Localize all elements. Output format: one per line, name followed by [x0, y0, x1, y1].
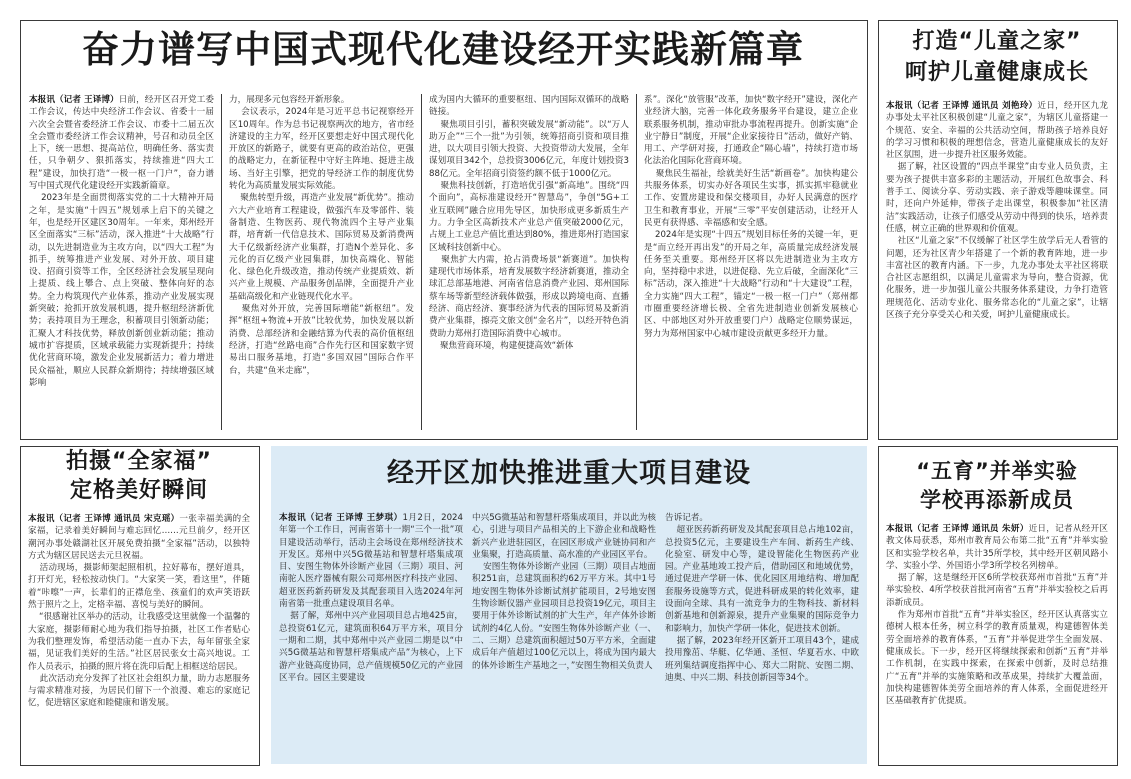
main-article-column-1 — [29, 94, 214, 430]
children-article-title-line-2: 呵护儿童健康成长 — [904, 60, 1089, 85]
school-article-title-line-2: 学校再添新成员 — [920, 488, 1074, 512]
projects-article-column-2: 中兴5G微基站和智慧杆塔集成项目，并以此为核心，引进与项目产品相关的上下游企业和战略性新兴产业进驻园区，在园区形成产业链协同和产业集聚，打造高质量、高水准的产业园区平台。 安图生物体外诊断产业园（三期）项目占地面积251亩，总建筑面积约62万平方米。其中1号地安图生物体外诊断试剂扩能项目，2号地安图生物诊断仪器产业园项目总投资19亿元，项目主要用于体外诊断试剂的扩大生产，年产体外诊断试剂约4亿人份。“安图生物体外诊断产业（一、二、三期）总建筑面积超过50万平方米，全面建成后年产值超过100亿元以上，将成为国内最大的体外诊断生产基地之一，”安图生物相关负责人 — [472, 513, 656, 671]
photo-article-body — [28, 513, 250, 758]
projects-article-column-3: 告诉记者。 超亚医药新药研发及其配套项目总占地102亩，总投资5亿元，主要建设生产车间、新药生产线、化验室、研发中心等，建设智能化生物医药产业园。产业基地竣工投产后，借助园区和地域优势，通过促进产学研一体、优化园区用地结构、增加配套服务设施等方式，促进科研成果的转化效率，建设面向全球、具有一流竞争力的生物科技、新材料创新基地和创新源泉，提升产业集聚的国际竞争力和影响力，加快产学研一体化，促进技术创新。 据了解，2023年经开区新开工项目43个，建成投用豫茁、华艇、亿华通、圣恒、华夏若水、中欧班列集结调度指挥中心、郑大二附院、安图二期、迪奥、中兴二期、科技创新园等34个。 — [665, 513, 859, 683]
projects-article-column-1 — [279, 512, 463, 758]
main-column-divider-3 — [636, 94, 637, 430]
school-article-text: 近日，记者从经开区教文体局获悉，郑州市教育局公布第二批“五育”并举实验区和实验学校名单，共计35所学校，其中经开区朝风路小学、实验小学、外国语小学3所学校名列榜单。 据了解，这是继经开区6所学校获郑州市首批“五育”并举实验校、4所学校获首批河南省“五育”并举实验校之后再添新成员。 作为郑州市首批“五育”并举实验区，经开区认真落实立德树人根本任务，树立科学的教育质量观，构建德智体美劳全面培养的教育体系，“五育”并举促进学生全面发展、健康成长。下一步，经开区将继续探索和创新“五育”并举工作机制，在实践中探索，在探索中创新，及时总结推广“五育”并举的实施策略和改革成果，持续扩大覆盖面，加快构建德智体美劳全面培养的育人体系，全面促进经开区基础教育扩优提质。 — [886, 524, 1108, 707]
main-article-column-1-text: 日前，经开区召开党工委工作会议，传达中央经济工作会议、省委十一届六次全会暨省委经济工作会议、市委十二届五次全会暨市委经济工作会议精神，号召和动员全区上下，统一思想、提高站位，明确任务、落实责任，只争朝夕、狠抓落实，持续推进“四大工程”建设，加快打造“一极一枢一门户”，奋力谱写中国式现代化建设经开实践新篇章。 2023年是全面贯彻落实党的二十大精神开局之年，是实施“十四五”规划承上启下的关键之年，也是经开区建区30周年。一年来，郑州经开区全面落实“三标”活动，深入推进“十大战略”行动，以先进制造业为主攻方向，以“四大工程”为抓手，统筹推进产业发展、对外开放、项目建设、招商引资等工作，全区经济社会发展呈现向上提质、线上攀合、点上突破、整体向好的态势。全力构筑现代产业体系，推动产业发展实现新突破；抢抓开放发展机遇，提升枢纽经济新优势；表持项目为王理念，积蓄项目引领新动能；汇聚人才科技优势，释放创新创业新动能；推动城市扩容提质，区域承载能力实现新提升；持续优化营商环境，激发企业发展新活力；着力增进民众福祉，顺应人民群众新期待；持续增强区域影响 — [29, 95, 214, 388]
main-article-column-4: 系”。深化“放管服”改革，加快“数字经开”建设，深化产业经济大脑，完善一体化政务服务平台建设，建立企业联系服务机制，推动审批办事流程再提升。创新实施“企业宁静日”制度，开展“企业家接待日”活动，做好产销、用工、产学研对接，打通政企“隔心墙”，持续打造市场化法治化国际化营商环境。 聚焦民生福祉，绘就美好生活“新画卷”。加快构建公共服务体系，切实办好各项民生实事，抓实抓牢稳就业工作、安置房建设和保交楼项目，办好人民满意的医疗卫生和教育事业，开展“三零”平安创建活动，让经开人民更有获得感、幸福感和安全感。 2024年是实现“十四五”规划目标任务的关键一年，更是“而立经开再出发”的开局之年，高质量完成经济发展任务至关重要。郑州经开区将以先进制造业为主攻方向，坚持稳中求进，以进促稳、先立后破，全面深化“三标”活动，深入推进“十大战略”行动和“十大建设”工程，全力实施“四大工程”，锚定“一极一枢一门户”（郑州都市圈重要经济增长极、全省先进制造业创新发展核心区、中部地区对外开放重要门户）战略定位顺势谋远，努力为郑州国家中心城市建设贡献更多经开力量。 — [644, 95, 858, 339]
main-article-lead: 本报讯（记者 王译博） — [29, 95, 119, 105]
main-article-column-3: 成为国内大循环的重要枢纽、国内国际双循环的战略链接。 聚焦项目引引，蓄积突破发展“新动能”。以“万人助万企”“三个一批”为引领，统筹招商引资和项目推进，以大项目引领大投资、大投资带动大发展，全年谋划项目342个，总投资3006亿元，年度计划投资388亿元。全年招商引资签约额不低于1000亿元。 聚焦科技创新，打造培优引强“新高地”。围绕“四个面向”，高标准建设经开“智慧岛”，争创“5G+工业互联网”融合应用先导区，加快形成更多新质生产力。力争全区高新技术产业总产值突破2000亿元，占规上工业总产值比重达到80%，推进郑州打造国家区域科技创新中心。 聚焦扩大内需，抢占消费场景“新赛道”。加快构建现代市场体系，培育发展数字经济新赛道，推动全球汇总部基地港、河南省信息消费产业园、郑州国际蔡车场等新型经济载体做强，形成以跨境电商、直播经济、商店经济、赛事经济为代表的国际贸易及新消费产业集群，擦亮文旅文创“金名片”，以经开特色消费助力郑州打造国际消费中心城市。 聚焦营商环境，构建便捷高效“新体 — [429, 95, 629, 351]
children-article-body — [886, 100, 1108, 430]
projects-article-column-1-text: 1月2日，2024年第一个工作日，河南省第十一期“三个一批”项目建设活动举行，活动主会场设在郑州经济技术开发区。郑州中兴5G微基站和智慧杆塔集成项目、安图生物体外诊断产业园（三期）项目、河南驼人医疗器械有限公司郑州医疗科技产业园、超亚医药新药研发及其配套项目入选2024年河南省第一批重点建设项目名单。 据了解，郑州中兴产业园项目总占地425亩，总投资61亿元，建筑面积64万平方米，项目分一期和二期，其中郑州中兴产业园二期是以“中兴5G微基站和智慧杆塔集成产品”为核心，上下游产业链高度协同，总产值规模50亿元的产业园区平台。园区主要建设 — [279, 513, 463, 683]
photo-article-text: 一张幸福美满的全家福，记录着美好瞬间与难忘回忆……元旦前夕，经开区潮河办事处赣湖社区开展免费拍摄“全家福”活动，以独特方式为辖区居民送去元旦祝福。 活动现场，摄影师架起照相机，拉好幕布，摆好道具，打开灯光，轻松按动快门。“大家笑一笑，看这里”，伴随着“咔嚓”一声，长辈们的正襟危坐、孩童们的欢声笑语跃然于照片之上，定格幸福、喜悦与美好的瞬间。 “很感谢社区举办的活动，让我感受这里就像一个温馨的大家庭，摄影师耐心地为我们指导拍摄，社区工作者贴心为我们整理发饰，希望活动能一直办下去，每年留张全家福，见证我们美好的生活。”社区居民张女士高兴地说。工作人员表示，拍摄的照片将在洗印后配上相框送给居民。 此次活动充分发挥了社区社会组织力量，助力志愿服务与需求精准对接，为居民们留下一个浪漫、难忘的家庭记忆，促进辖区家庭和睦健康和谐发展。 — [28, 514, 250, 709]
main-article-column-2: 力，展现多元包容经开新形象。 会议表示，2024年是习近平总书记视察经开区10周年。作为总书记视察两次的地方，省市经济建设的主力军，经开区要想走好中国式现代化开放区的新路子，就要有更高的政治站位，更强的战略定力，在新征程中守好主阵地、挺进主战场、当好主引擎，把党的导经济工作的制度优势转化为高质量发展实际效能。 聚焦转型升级，再造产业发展“新优势”。推动六大产业培育工程建设，做强汽车及零部件、装备制造、生物医药、现代物流四个主导产业集群，培育新一代信息技术、国际贸易及新消费两大千亿级新经济产业集群，打造N个差异化、多元化的百亿级产业园集群，加快高端化、智能化、绿色化升级改造，推动传统产业提质效、新兴产业上规模、产品服务创品牌，全面提升产业基础高级化和产业链现代化水平。 聚焦对外开放，完善国际增能“新枢纽”。发挥“枢纽+物流+开放”比较优势，加快发展以新消费、总部经济和金融结算为代表的高价值枢纽经济，打造“丝路电商”合作先行区和国家数字贸易出口服务基地，打造“多国双园”国际合作平台，共建“鱼米走廊”， — [229, 95, 414, 376]
school-article-body — [886, 523, 1108, 759]
photo-article-title-line-2: 定格美好瞬间 — [69, 478, 208, 503]
photo-article-lead: 本报讯（记者 王译博 通讯员 宋克瑶） — [28, 514, 180, 524]
projects-article-lead: 本报讯（记者 王译博 王梦琪） — [279, 513, 403, 523]
main-column-divider-2 — [421, 94, 422, 430]
projects-article-title: 经开区加快推进重大项目建设 — [387, 458, 751, 489]
children-article-title-line-1: 打造“儿童之家” — [912, 29, 1082, 54]
children-article-lead: 本报讯（记者 王译博 通讯员 刘艳玲） — [886, 101, 1038, 111]
main-article-title: 奋力谱写中国式现代化建设经开实践新篇章 — [82, 28, 804, 71]
school-article-lead: 本报讯（记者 王译博 通讯员 朱妍） — [886, 524, 1029, 534]
school-article-title-line-1: “五育”并举实验 — [916, 459, 1078, 483]
children-article-text: 近日，经开区九龙办事处太平社区积极创建“儿童之家”，为辖区儿童搭建一个规范、安全、幸福的公共活动空间，帮助孩子培养良好的学习习惯和积极的理想信念，营造儿童健康成长的友好社区氛围，进一步提升社区服务效能。 据了解，社区设置的“四点半课堂”由专业人员负责，主要为孩子提供丰富多彩的主题活动，开展红色故事会、科普手工、阅读分享、劳动实践、亲子游戏等趣味课堂。同时，还向户外延伸，带孩子走出课堂，积极参加“社区清洁”实践活动，让孩子们感受从劳动中得到的快乐，培养责任感，树立正确的世界观和价值观。 社区“儿童之家”不仅缓解了社区学生放学后无人看管的问题，还为社区青少年搭建了一个新的教育阵地，进一步丰富社区的教育内涵。下一步，九龙办事处太平社区将联合社区志愿组织，以满足儿童需求为导向，整合资源，优化服务，进一步加强儿童公共服务体系建设，力争打造管理规范化、活动专业化、服务常态化的“儿童之家”，让辖区孩子充分享受关心和关爱，呵护儿童健康成长。 — [886, 101, 1108, 321]
photo-article-title-line-1: 拍摄“全家福” — [66, 449, 212, 474]
main-column-divider-1 — [221, 94, 222, 430]
